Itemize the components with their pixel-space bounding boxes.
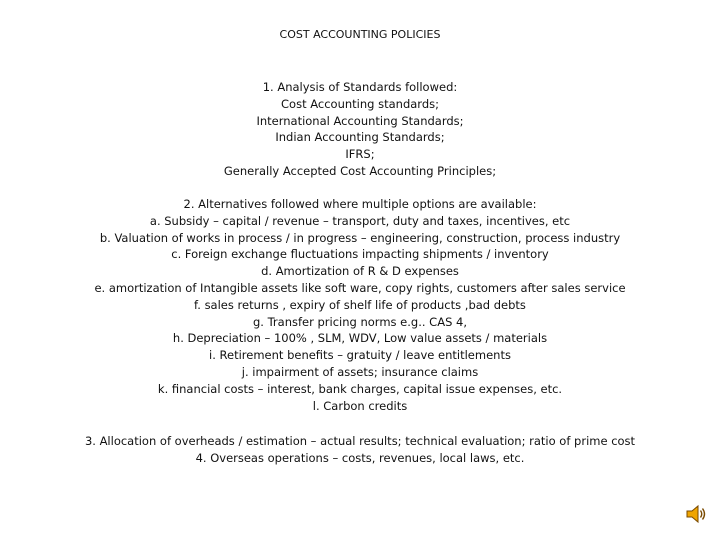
- standards-item: Cost Accounting standards;: [281, 96, 439, 111]
- alternatives-item: g. Transfer pricing norms e.g.. CAS 4,: [252, 314, 467, 329]
- standards-heading: 1. Analysis of Standards followed:: [262, 80, 458, 94]
- alternatives-item: c. Foreign exchange fluctuations impacting shipments / inventory: [171, 247, 549, 262]
- alternatives-heading: 2. Alternatives followed where multiple options are available:: [183, 197, 537, 211]
- alternatives-item: i. Retirement benefits – gratuity / leave entitlements: [209, 348, 511, 363]
- alternatives-item: e. amortization of Intangible assets like soft ware, copy rights, customers after sales service: [94, 280, 626, 295]
- alternatives-item: f. sales returns , expiry of shelf life of products ,bad debts: [194, 297, 526, 312]
- alternatives-item: j. impairment of assets; insurance claims: [241, 364, 479, 379]
- closing-section: [0, 433, 720, 467]
- standards-item: Indian Accounting Standards;: [275, 130, 445, 145]
- standards-item: IFRS;: [345, 147, 375, 162]
- overseas-operations-text: 4. Overseas operations – costs, revenues, local laws, etc.: [195, 450, 525, 465]
- alternatives-section: [0, 196, 720, 414]
- alternatives-item: d. Amortization of R & D expenses: [261, 264, 459, 279]
- overheads-allocation-text: 3. Allocation of overheads / estimation – actual results; technical evaluation; ratio of prime cost: [84, 434, 636, 448]
- speaker-icon[interactable]: [684, 502, 708, 526]
- alternatives-item: h. Depreciation – 100% , SLM, WDV, Low value assets / materials: [172, 331, 548, 346]
- alternatives-item: a. Subsidy – capital / revenue – transport, duty and taxes, incentives, etc: [149, 213, 571, 228]
- page-title: COST ACCOUNTING POLICIES: [279, 28, 441, 41]
- alternatives-item: l. Carbon credits: [312, 398, 408, 413]
- standards-section: [0, 79, 720, 180]
- standards-item: Generally Accepted Cost Accounting Principles;: [223, 163, 497, 178]
- alternatives-item: k. financial costs – interest, bank charges, capital issue expenses, etc.: [157, 381, 563, 396]
- standards-item: International Accounting Standards;: [256, 113, 464, 128]
- alternatives-item: b. Valuation of works in process / in progress – engineering, construction, process industry: [99, 230, 621, 245]
